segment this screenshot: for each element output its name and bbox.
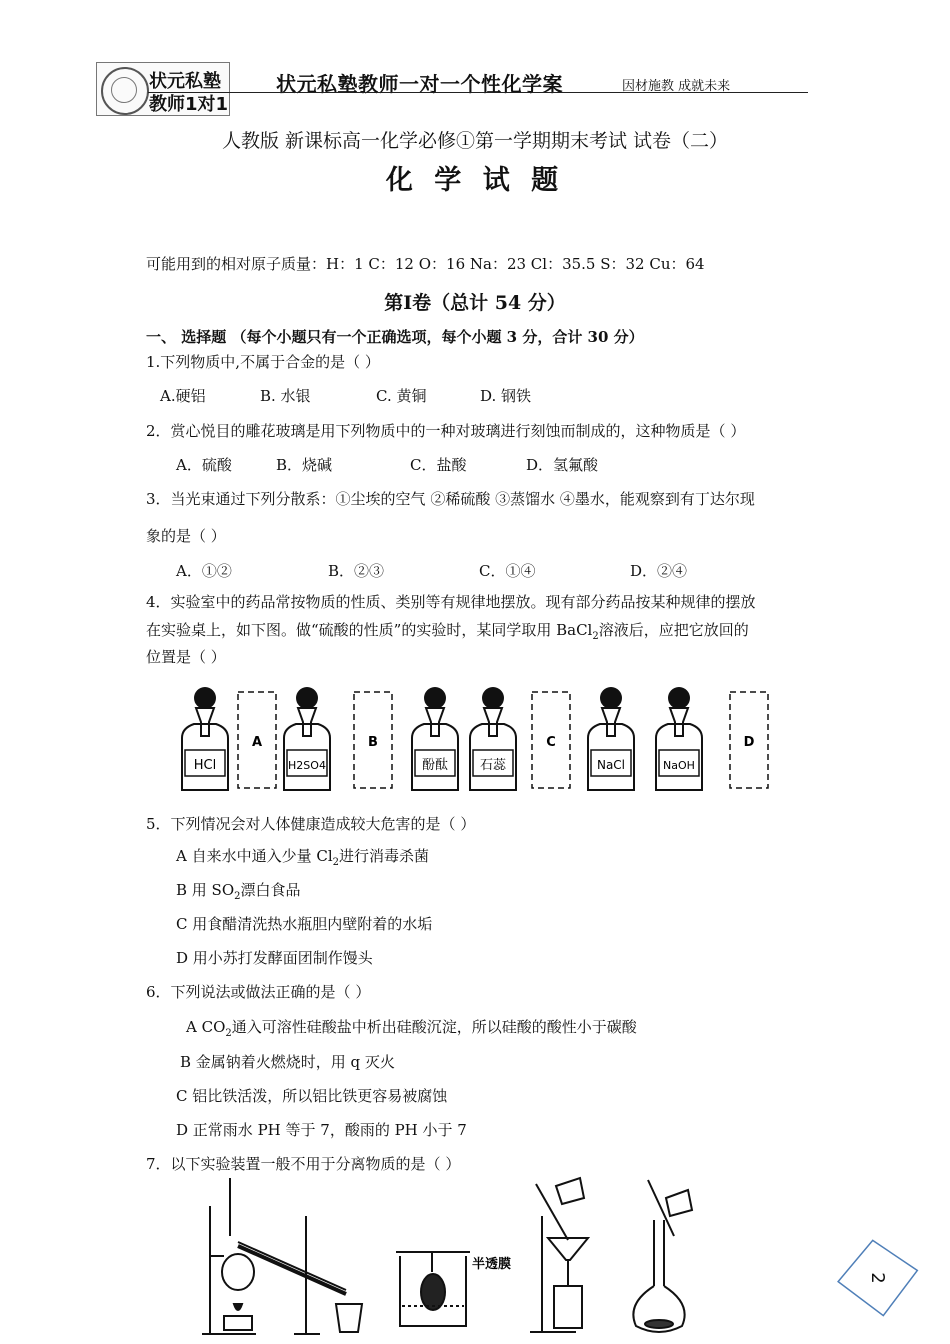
q3-option-c: C．①④ — [479, 562, 536, 580]
header-divider — [148, 92, 808, 93]
q2-option-c: C．盐酸 — [410, 456, 467, 474]
q1-option-a: A.硬铝 — [160, 387, 206, 405]
section-title: 第Ⅰ卷（总计 54 分） — [384, 292, 566, 314]
membrane-label: 半透膜 — [472, 1257, 512, 1272]
bottle-hcl — [182, 687, 228, 790]
q1-option-c: C. 黄铜 — [376, 387, 427, 405]
distillation-apparatus — [202, 1178, 362, 1334]
q6-option-a: A $CO_2$通入可溶性硅酸盐中析出硅酸沉淀，所以硅酸的酸性小于碳酸 — [186, 1018, 637, 1039]
bottle-nacl — [588, 687, 634, 790]
part-heading: 一、 选择题 （每个小题只有一个正确选项，每个小题 3 分，合计 30 分） — [146, 328, 644, 346]
logo-text-line2: 教师1对1 — [149, 94, 229, 115]
school-seal-icon — [101, 67, 149, 115]
q6-option-b: B 金属钠着火燃烧时，用 q 灭火 — [180, 1053, 395, 1071]
q6-option-c: C 铝比铁活泼，所以铝比铁更容易被腐蚀 — [176, 1087, 448, 1105]
bottle-naoh — [656, 687, 702, 790]
slot-d-label: D — [743, 735, 755, 750]
bottle-label-h2so4: H2SO4 — [288, 759, 326, 772]
header-motto: 因材施教 成就未来 — [622, 79, 731, 94]
q4-shelf-figure — [170, 678, 780, 798]
q3-stem-line2: 象的是（ ） — [146, 527, 226, 545]
logo-text-line1: 状元私塾 — [149, 71, 221, 92]
q7-stem: 7．以下实验装置一般不用于分离物质的是（ ） — [146, 1155, 461, 1173]
q1-option-d: D. 钢铁 — [480, 387, 532, 405]
q5-option-c: C 用食醋清洗热水瓶胆内壁附着的水垢 — [176, 915, 433, 933]
q2-stem: 2．赏心悦目的雕花玻璃是用下列物质中的一种对玻璃进行刻蚀而制成的，这种物质是（ ） — [146, 422, 746, 440]
q5-option-b: B 用 $SO_2$漂白食品 — [176, 881, 301, 902]
q1-option-b: B. 水银 — [260, 387, 311, 405]
page-number: 2 — [867, 1272, 888, 1284]
bottle-h2so4 — [284, 687, 330, 790]
q5-stem: 5．下列情况会对人体健康造成较大危害的是（ ） — [146, 815, 476, 833]
q2-option-a: A．硫酸 — [176, 456, 232, 474]
dialysis-apparatus — [396, 1252, 470, 1326]
q3-option-d: D．②④ — [630, 562, 688, 580]
q4-stem-line2: 在实验桌上，如下图。做“硫酸的性质”的实验时，某同学取用 BaCl$_2$溶液后，应把它放回的 — [146, 621, 749, 642]
header-title: 状元私塾教师一对一个性化学案 — [276, 72, 563, 96]
school-logo — [96, 62, 230, 116]
page-number-badge — [836, 1238, 920, 1318]
q5-option-a: A 自来水中通入少量 $Cl_2$进行消毒杀菌 — [176, 847, 430, 868]
q5-option-d: D 用小苏打发酵面团制作馒头 — [176, 949, 373, 967]
bottle-litmus — [470, 687, 516, 790]
q4-stem-line3: 位置是（ ） — [146, 648, 226, 666]
q3-option-b: B．②③ — [328, 562, 385, 580]
bottle-label-naoh: NaOH — [663, 759, 695, 772]
q2-option-b: B．烧碱 — [276, 456, 333, 474]
filtration-apparatus — [530, 1178, 588, 1332]
q1-stem: 1.下列物质中,不属于合金的是（ ） — [146, 353, 380, 371]
q3-stem-line1: 3．当光束通过下列分散系：①尘埃的空气 ②稀硫酸 ③蒸馏水 ④墨水，能观察到有丁达尔现 — [146, 490, 755, 508]
exam-title: 化 学 试 题 — [385, 165, 565, 196]
bottle-phenolphthalein — [412, 687, 458, 790]
bottle-label-phenolphthalein: 酚酞 — [421, 758, 449, 773]
exam-subtitle: 人教版 新课标高一化学必修①第一学期期末考试 试卷（二） — [221, 130, 729, 152]
q3-option-a: A．①② — [176, 562, 232, 580]
slot-b-label: B — [368, 735, 378, 750]
q6-stem: 6．下列说法或做法正确的是（ ） — [146, 983, 371, 1001]
atomic-masses: 可能用到的相对原子质量：H：1 C：12 O：16 Na：23 Cl：35.5 S：32 Cu：64 — [146, 255, 705, 273]
q7-apparatus-figure — [196, 1176, 716, 1336]
q2-option-d: D．氢氟酸 — [526, 456, 599, 474]
slot-c-label: C — [546, 735, 556, 750]
bottle-label-litmus: 石蕊 — [479, 758, 507, 773]
bottle-label-nacl: NaCl — [596, 758, 626, 772]
bottle-label-hcl: HCl — [193, 758, 217, 773]
slot-a-label: A — [251, 735, 263, 750]
q6-option-d: D 正常雨水 PH 等于 7，酸雨的 PH 小于 7 — [176, 1121, 467, 1139]
q4-stem-line1: 4．实验室中的药品常按物质的性质、类别等有规律地摆放。现有部分药品按某种规律的摆放 — [146, 593, 756, 611]
volumetric-flask-apparatus — [633, 1180, 692, 1332]
